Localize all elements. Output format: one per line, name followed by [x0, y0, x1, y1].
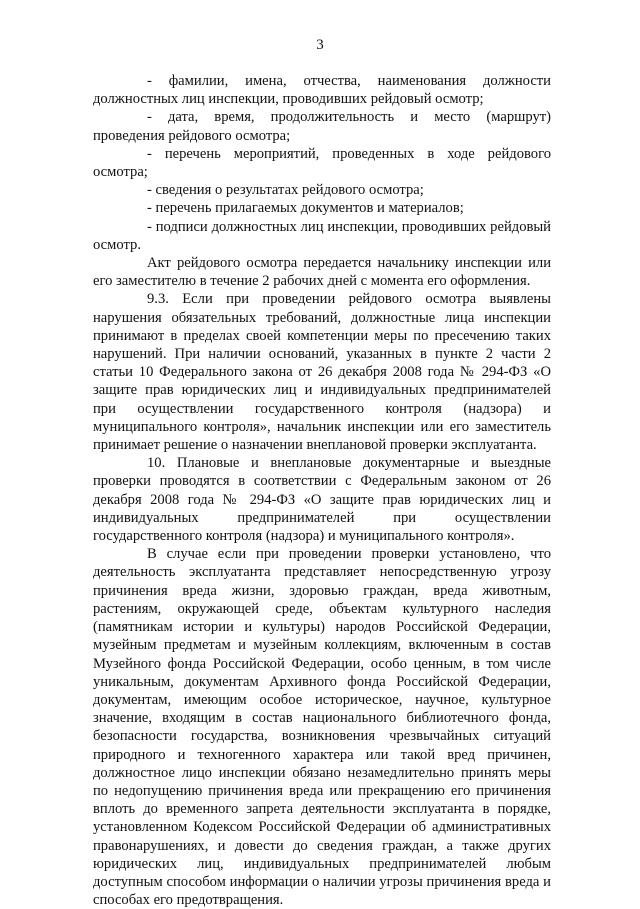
page-number: 3	[316, 37, 324, 53]
list-item-inspector-names: - фамилии, имена, отчества, наименования должности должностных лиц инспекции, проводивших рейдовый осмотр;	[93, 73, 551, 108]
list-item-signatures: - подписи должностных лиц инспекции, проводивших рейдовый осмотр.	[93, 218, 551, 253]
paragraph-threat-measures: В случае если при проведении проверки установлено, что деятельность эксплуатанта представляет непосредственную угрозу причинения вреда жизни, здоровью граждан, вреда животным, растениям, окружающей среде, объектам культурного наследия (памятникам истории и культуры) народов Российской Федерации, музейным предметам и музейным коллекциям, включенным в состав Музейного фонда Российской Федерации, особо ценным, в том числе уникальным, документам Архивного фонда Российской Федерации, документам, имеющим особое историческое, научное, культурное значение, входящим в состав национального библиотечного фонда, безопасности государства, возникновения чрезвычайных ситуаций природного и техногенного характера или такой вред причинен, должностное лицо инспекции обязано незамедлительно принять меры по недопущению причинения вреда или прекращению его причинения вплоть до временного запрета деятельности эксплуатанта в порядке, установленном Кодексом Российской Федерации об административных правонарушениях, и довести до сведения граждан, а также других юридических лиц, индивидуальных предпринимателей любым доступным способом информации о наличии угрозы причинения вреда и способах его предотвращения.	[93, 546, 551, 909]
list-item-results: - сведения о результатах рейдового осмотра;	[147, 182, 424, 199]
document-body	[93, 72, 551, 909]
list-item-measures: - перечень мероприятий, проведенных в ходе рейдового осмотра;	[93, 145, 551, 181]
paragraph-9-3: 9.3. Если при проведении рейдового осмотра выявлены нарушения обязательных требований, должностные лица инспекции принимают в пределах своей компетенции меры по пресечению таких нарушений. При наличии оснований, указанных в пункте 2 части 2 статьи 10 Федерального закона от 26 декабря 2008 года № 294-ФЗ «О защите прав юридических лиц и индивидуальных предпринимателей при осуществлении государственного контроля (надзора) и муниципального контроля», начальник инспекции или его заместитель принимает решение о назначении внеплановой проверки эксплуатанта.	[93, 291, 551, 454]
list-item-attachments: - перечень прилагаемых документов и материалов;	[147, 200, 464, 217]
list-item-date-time-place: - дата, время, продолжительность и место (маршрут) проведения рейдового осмотра;	[93, 109, 551, 144]
paragraph-10: 10. Плановые и внеплановые документарные и выездные проверки проводятся в соответствии с Федеральным законом от 26 декабря 2008 года № 294-ФЗ «О защите прав юридических лиц и индивидуальных предпринимателей при осуществлении государственного контроля (надзора) и муниципального контроля».	[93, 455, 551, 545]
paragraph-act-transfer: Акт рейдового осмотра передается начальнику инспекции или его заместителю в течение 2 рабочих дней с момента его оформления.	[93, 255, 551, 290]
